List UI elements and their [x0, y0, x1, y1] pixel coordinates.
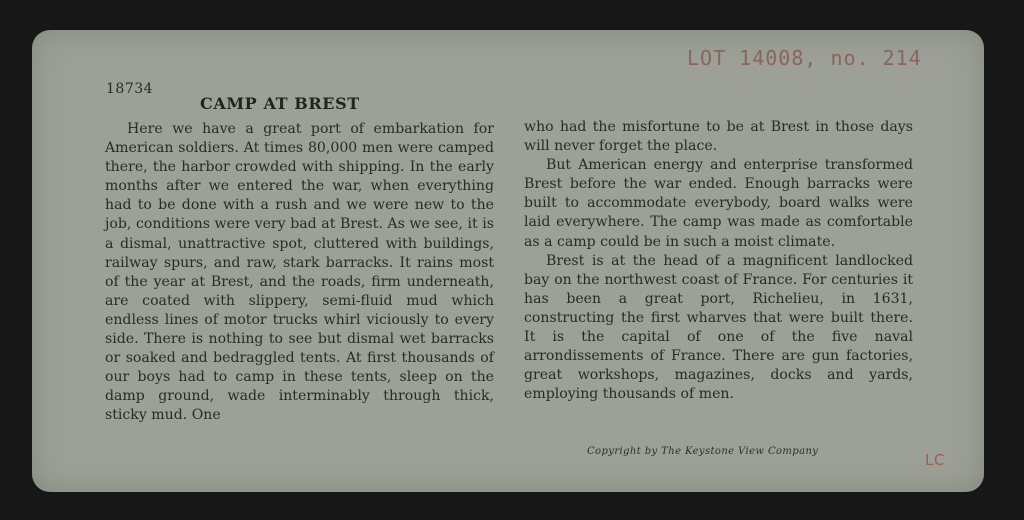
stereograph-card-back [32, 30, 984, 492]
text-column-left [105, 120, 494, 426]
paragraph: Brest is at the head of a magnificent landlocked bay on the northwest coast of France. For centuries it has been a great port, Richelieu, in 1631, constructing the first wharves that were built there. It is the capital of one of the five naval arrondissements of France. There are gun factories, great workshops, magazines, docks and yards, employing thousands of men. [524, 252, 913, 403]
text-column-right [524, 118, 913, 404]
catalog-number: 18734 [106, 81, 154, 97]
card-title: CAMP AT BREST [200, 94, 360, 113]
copyright-line: Copyright by The Keystone View Company [587, 446, 819, 457]
paragraph: But American energy and enterprise transformed Brest before the war ended. Enough barracks were built to accommodate everybody, board walks were laid everywhere. The camp was made as comfortable as a camp could be in such a moist climate. [524, 157, 913, 250]
lc-stamp: LC [925, 451, 945, 469]
paragraph: who had the misfortune to be at Brest in those days will never forget the place. [524, 119, 913, 155]
accession-note: LOT 14008, no. 214 [687, 46, 922, 70]
paragraph: Here we have a great port of embarkation for American soldiers. At times 80,000 men were camped there, the harbor crowded with shipping. In the early months after we entered the war, when everything had to be done with a rush and we were new to the job, conditions were very bad at Brest. As we see, it is a dismal, unattractive spot, cluttered with buildings, railway spurs, and raw, stark barracks. It rains most of the year at Brest, and the roads, firm underneath, are coated with slippery, semi-fluid mud which endless lines of motor trucks whirl viciously to every side. There is nothing to see but dismal wet barracks or soaked and bedraggled tents. At first thousands of our boys had to camp in these tents, sleep on the damp ground, wade interminably through thick, sticky mud. One [105, 121, 494, 424]
